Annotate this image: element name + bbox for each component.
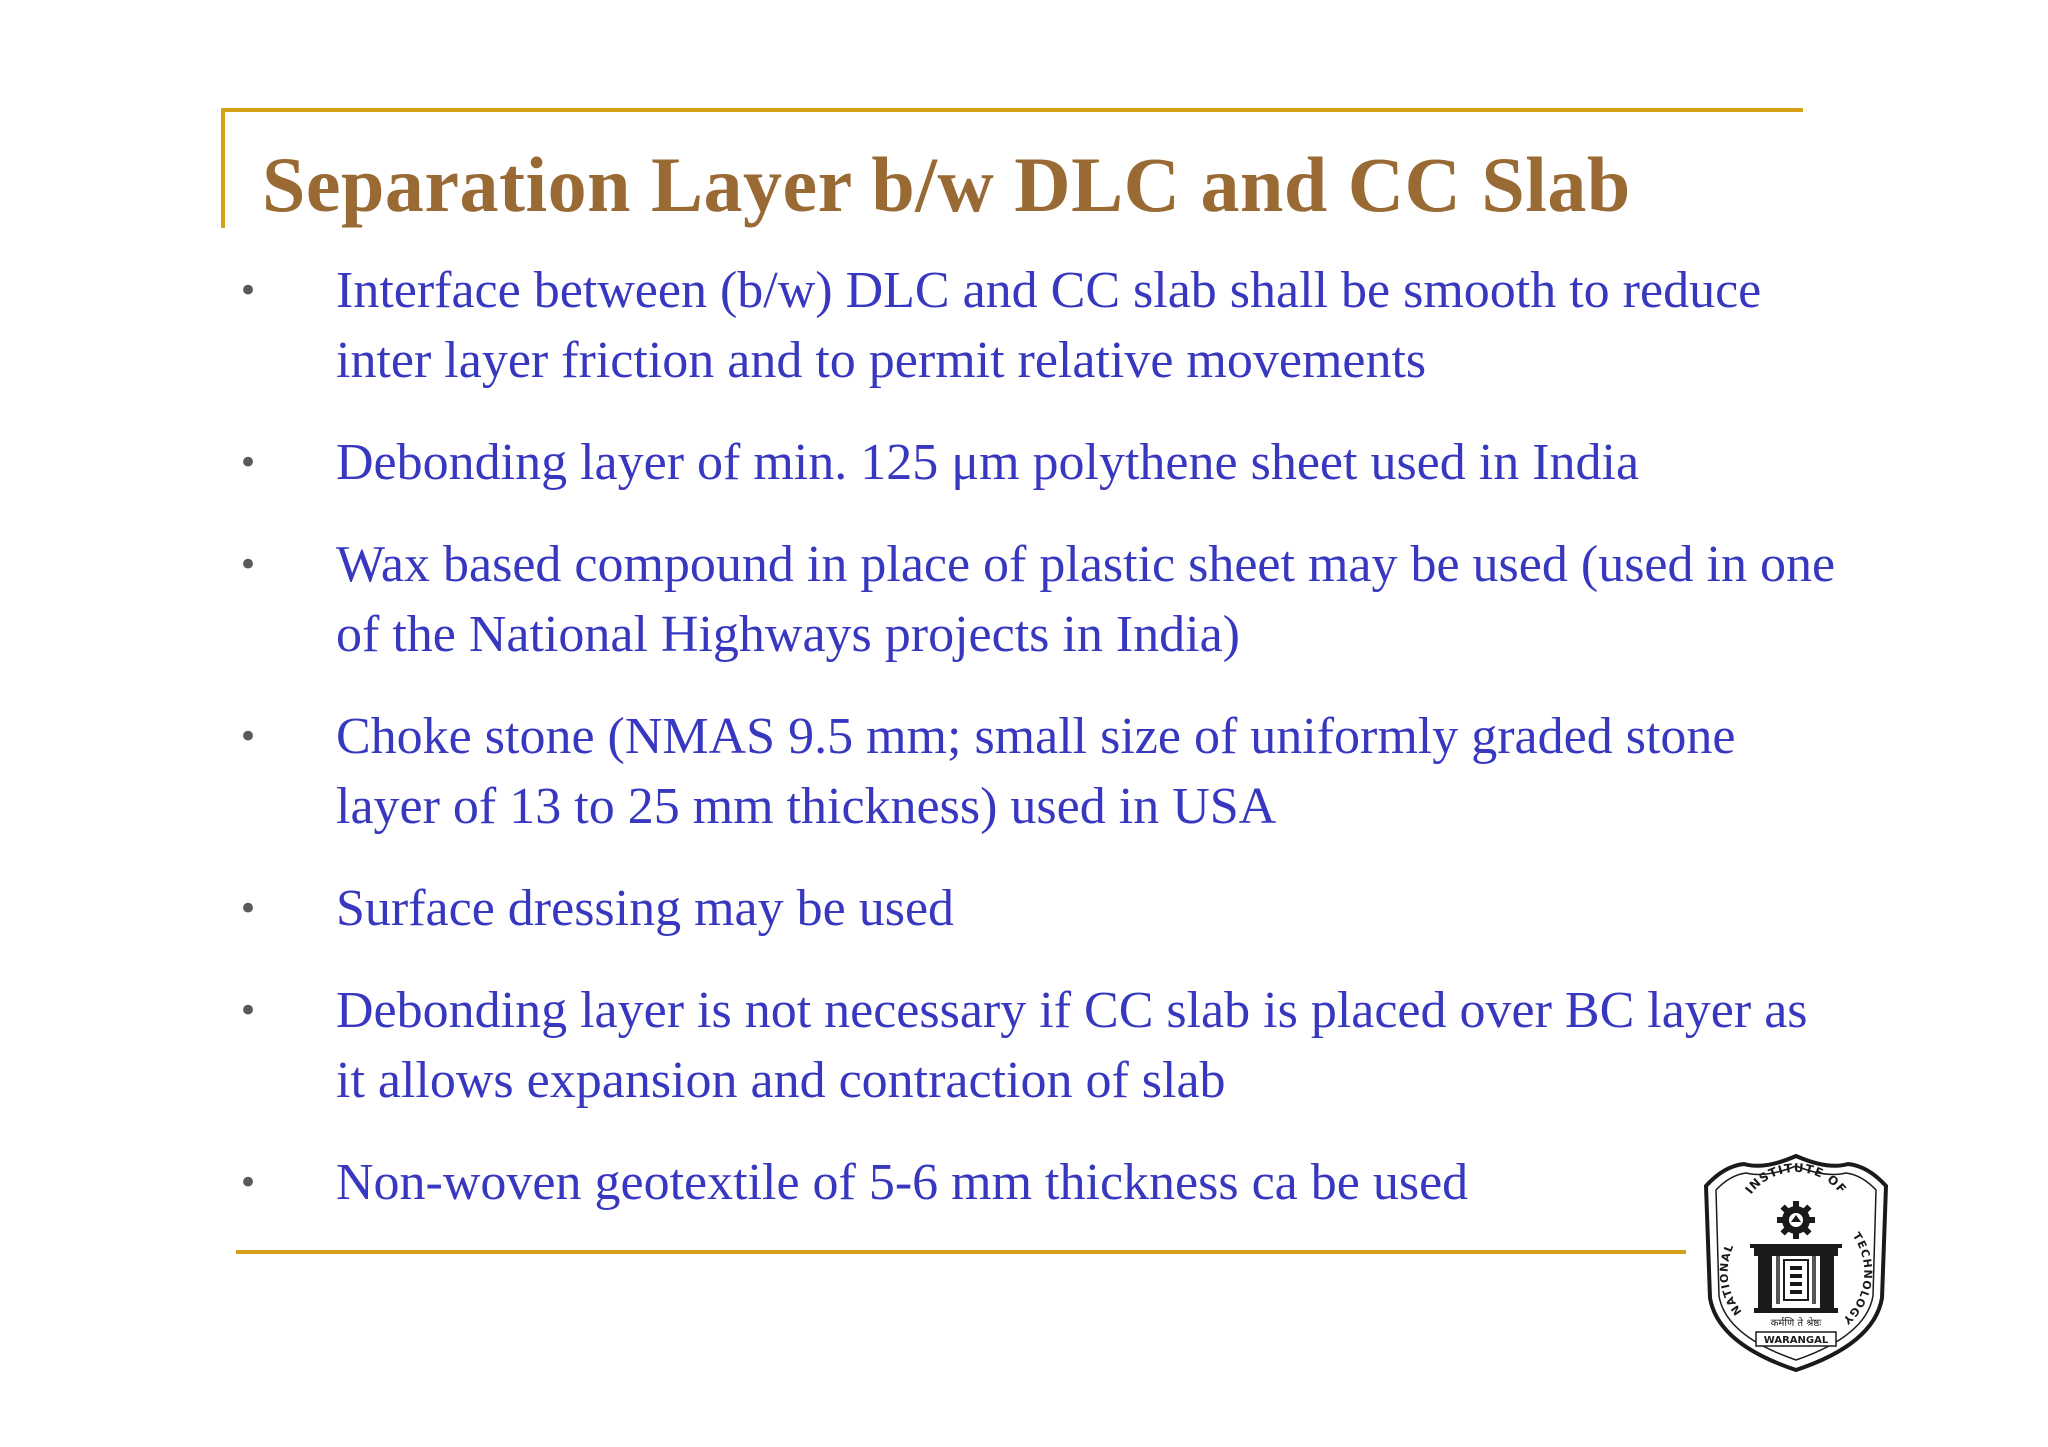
bullet-dot-icon: • — [238, 991, 259, 1031]
slide-title: Separation Layer b/w DLC and CC Slab — [262, 141, 1631, 228]
bullet-text: Debonding layer of min. 125 μm polythene sheet used in India — [336, 434, 1640, 491]
bullet-dot-icon: • — [238, 545, 259, 585]
logo-text-top: INSTITUTE OF — [1742, 1160, 1850, 1197]
top-rule — [221, 108, 1803, 112]
bullet-item — [236, 530, 1836, 670]
gear-icon — [1777, 1201, 1815, 1239]
bullet-text: Surface dressing may be used — [336, 880, 955, 937]
bullet-dot-icon: • — [238, 271, 259, 311]
bullet-text: Non-woven geotextile of 5-6 mm thickness ca be used — [336, 1154, 1469, 1211]
logo-text-bottom: WARANGAL — [1763, 1335, 1829, 1346]
left-rule — [221, 108, 225, 228]
bottom-rule — [236, 1250, 1686, 1254]
bullet-item — [236, 256, 1836, 396]
logo-motto: कर्मणि ते श्रेष्ठः — [1770, 1318, 1822, 1329]
institute-emblem-icon — [1698, 1148, 1894, 1376]
bullet-dot-icon: • — [238, 889, 259, 929]
bullet-item — [236, 428, 1836, 498]
bullet-text: Debonding layer is not necessary if CC slab is placed over BC layer as it allows expansion and contraction of slab — [336, 982, 1808, 1109]
bullet-dot-icon: • — [238, 443, 259, 483]
bullet-item — [236, 1148, 1836, 1218]
bullet-text: Interface between (b/w) DLC and CC slab shall be smooth to reduce inter layer friction and to permit relative movements — [336, 262, 1762, 389]
bullet-text: Wax based compound in place of plastic sheet may be used (used in one of the National Highways projects in India) — [336, 536, 1836, 663]
bullet-list — [236, 256, 1836, 1250]
bullet-item — [236, 874, 1836, 944]
bullet-dot-icon: • — [238, 717, 259, 757]
bullet-dot-icon: • — [238, 1163, 259, 1203]
logo-text-right: TECHNOLOGY — [1839, 1230, 1875, 1328]
bullet-item — [236, 702, 1836, 842]
logo-text-left: NATIONAL — [1717, 1241, 1745, 1318]
bullet-text: Choke stone (NMAS 9.5 mm; small size of uniformly graded stone layer of 13 to 25 mm thickness) used in USA — [336, 708, 1736, 835]
bullet-item — [236, 976, 1836, 1116]
